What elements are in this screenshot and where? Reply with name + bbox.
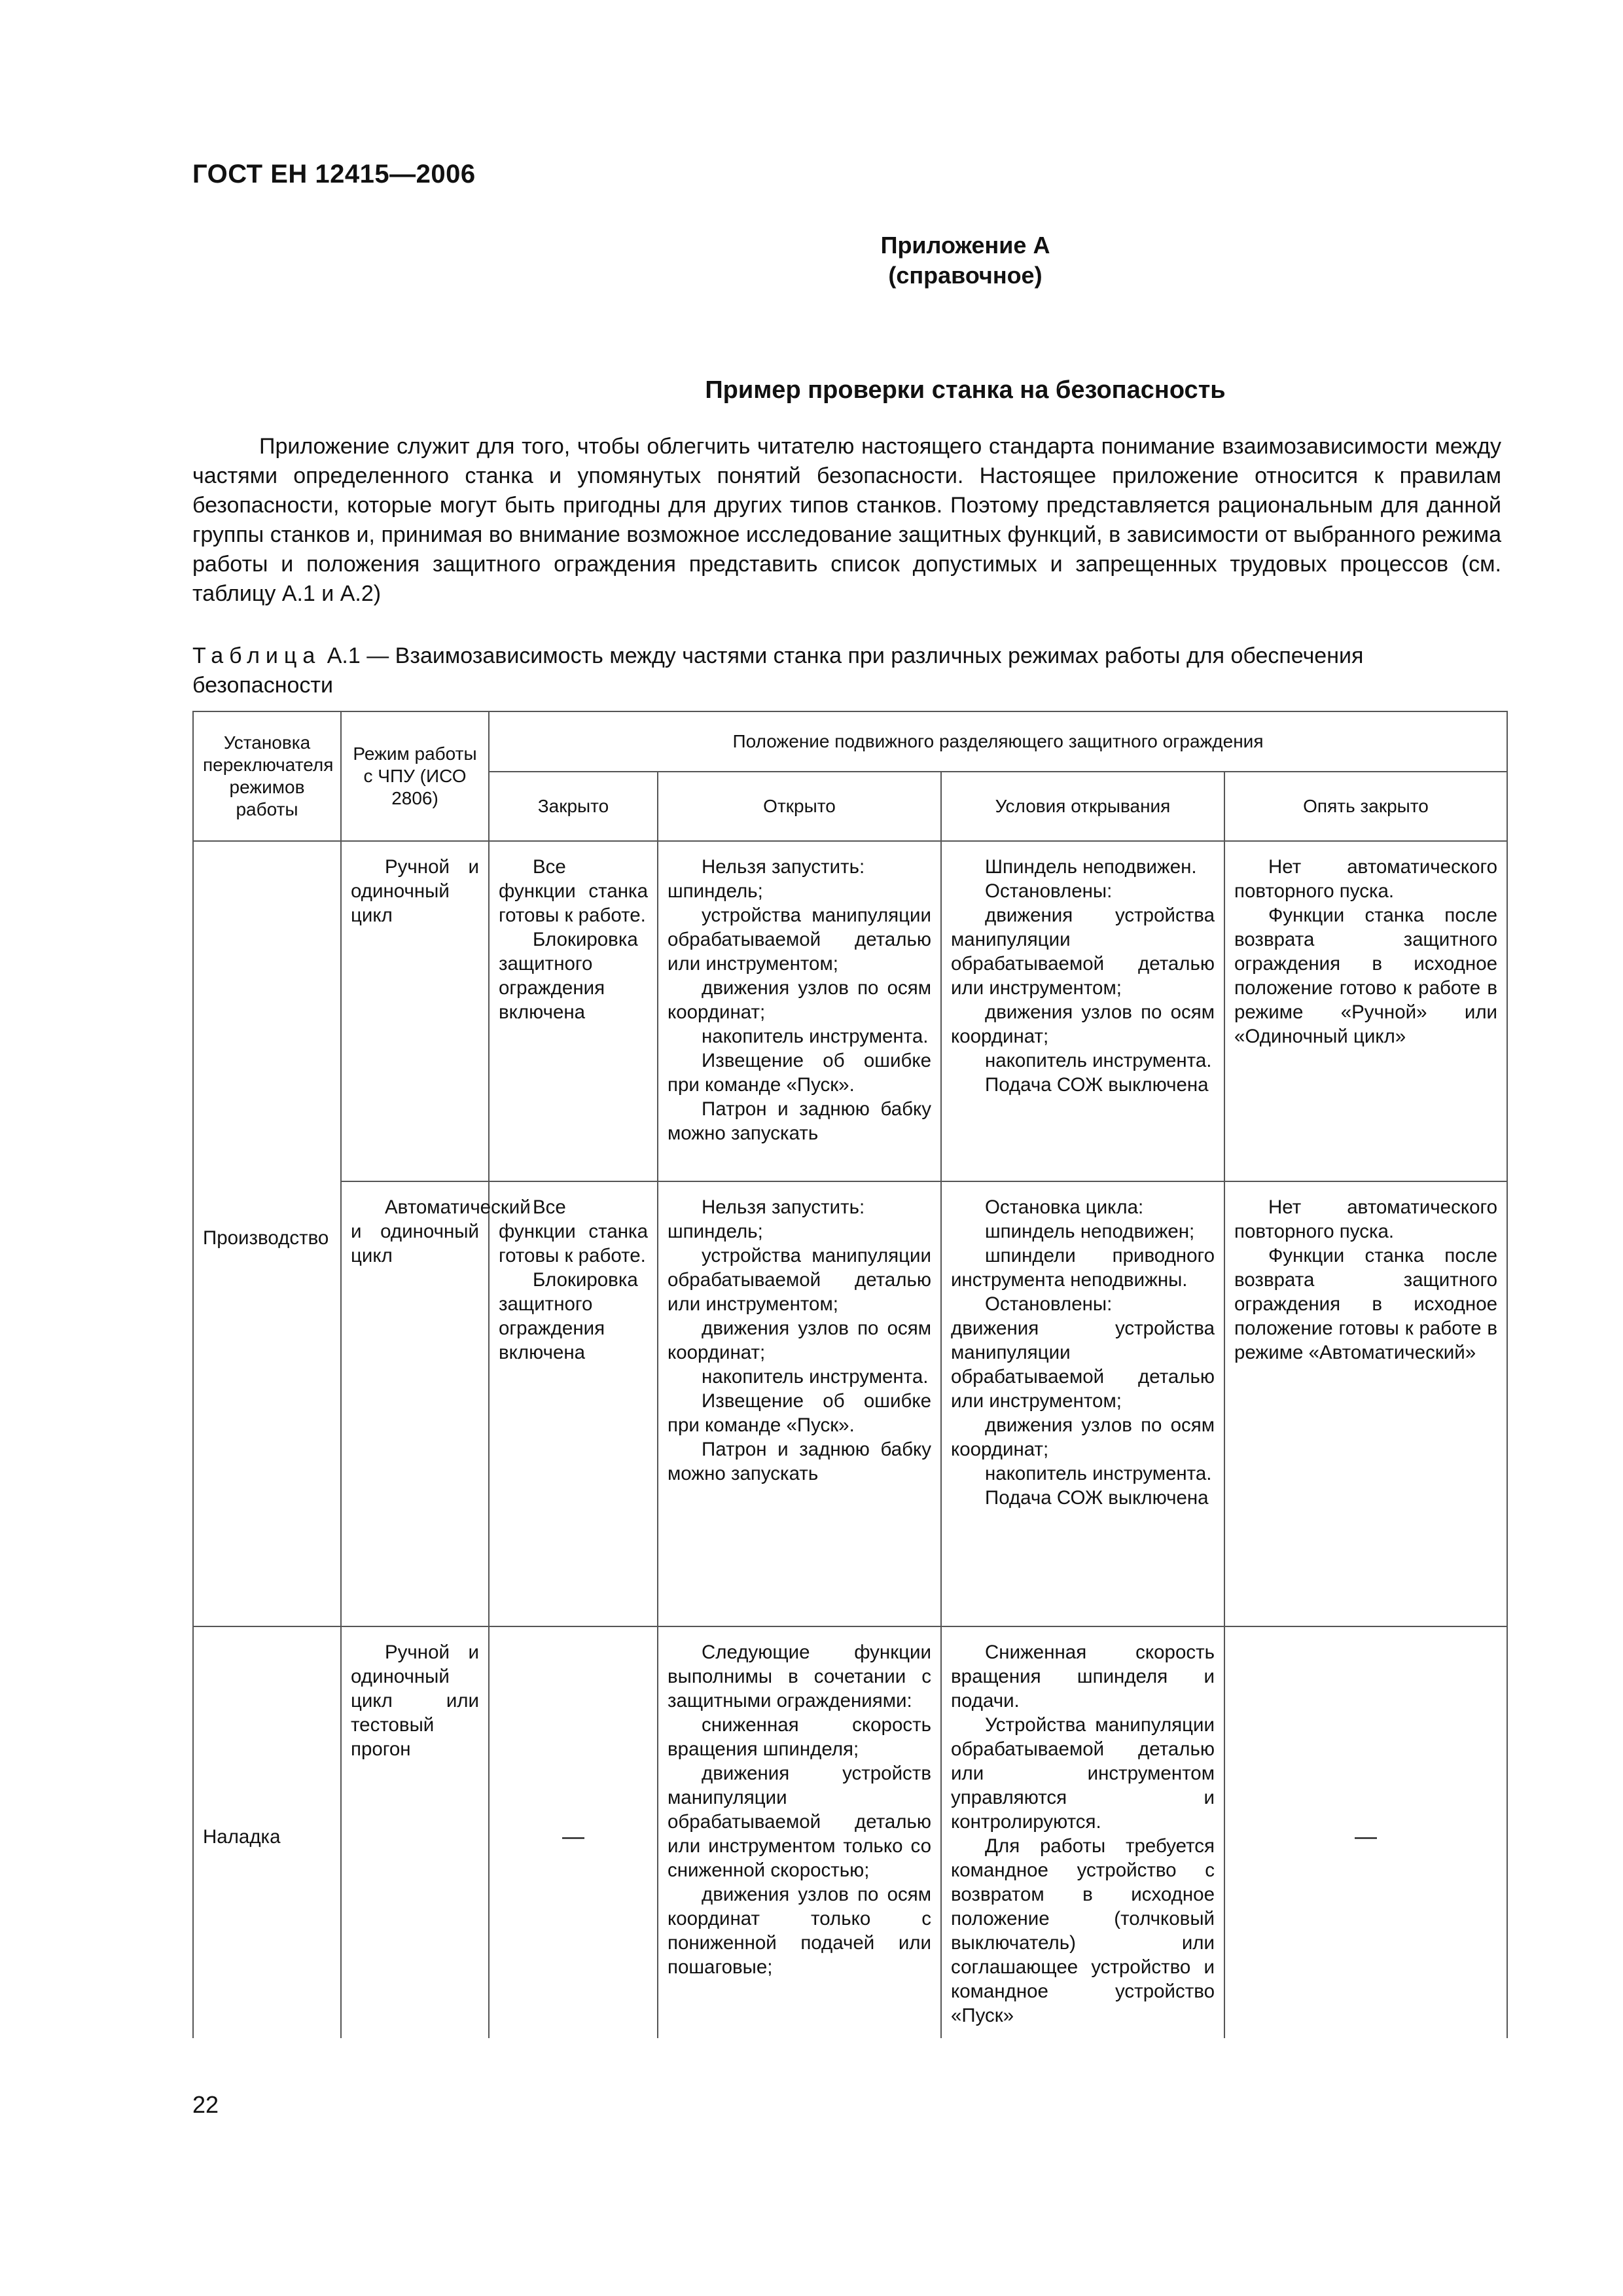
table-row — [193, 1181, 1507, 1626]
open-cell — [658, 1626, 941, 2038]
closed-again-cell — [1224, 841, 1507, 1181]
closed-cell-dash: — — [489, 1626, 658, 2038]
closed-again-cell-dash: — — [1224, 1626, 1507, 2038]
table-header-row — [193, 711, 1507, 772]
cell-line: Функции станка после возврата защитного ограждения в исходное положение готовы к работе в режиме «Автоматический» — [1234, 1245, 1498, 1363]
cell-line: Остановлены: — [985, 880, 1113, 902]
intro-paragraph: Приложение служит для того, чтобы облегчить читателю настоящего стандарта понимание взаимозависимости между частями определенного станка и упомянутых понятий безопасности. Настоящее приложение относится к правилам безопасности, которые могут быть пригодны для других типов станков. Поэтому представляется рациональным для данной группы станков и, принимая во внимание возможное исследование защитных функций, в зависимости от выбранного режима работы и положения защитного ограждения представить список допустимых и запрещенных трудовых процессов (см. таблицу А.1 и А.2) — [192, 434, 1501, 606]
table-caption-prefix: Таблица — [192, 643, 321, 668]
cell-line: Все функции станка готовы к работе. — [499, 1196, 648, 1266]
safety-table — [192, 711, 1508, 2038]
appendix-type: (справочное) — [888, 262, 1043, 289]
mode-cell — [341, 1181, 531, 1626]
open-cell — [658, 841, 941, 1181]
cell-line: шпиндель; — [668, 880, 763, 902]
cell-line: Остановлены: — [985, 1293, 1113, 1315]
table-row — [193, 841, 1507, 1181]
cell-line: Патрон и заднюю бабку можно запускать — [668, 1439, 931, 1484]
appendix-title: Приложение А — [880, 232, 1050, 259]
cell-line: шпиндели приводного инструмента неподвижны. — [951, 1245, 1215, 1291]
cell-line: Извещение об ошибке при команде «Пуск». — [668, 1050, 931, 1096]
cell-line: устройства манипуляции обрабатываемой деталью или инструментом; — [668, 1245, 931, 1315]
header-open: Открыто — [658, 772, 941, 841]
cell-line: Нет автоматического повторного пуска. — [1234, 1196, 1498, 1242]
cell-line: движения узлов по осям координат; — [668, 1318, 931, 1363]
cell-line: движения узлов по осям координат; — [951, 1001, 1215, 1047]
cell-line: Подача СОЖ выключена — [985, 1074, 1209, 1096]
cell-line: шпиндель; — [668, 1221, 763, 1242]
open-cell — [658, 1181, 941, 1626]
group-setup: Наладка — [193, 1626, 341, 2038]
header-closed-again: Опять закрыто — [1224, 772, 1507, 841]
cell-line: накопитель инструмента. — [985, 1050, 1212, 1071]
cell-line: Подача СОЖ выключена — [985, 1487, 1209, 1509]
cell-line: движения узлов по осям координат; — [668, 977, 931, 1023]
cell-line: накопитель инструмента. — [702, 1366, 929, 1388]
cell-line: движения устройства манипуляции обрабатываемой деталью или инструментом; — [951, 905, 1215, 999]
cell-line: накопитель инструмента. — [702, 1026, 929, 1047]
section-title: Пример проверки станка на безопасность — [705, 376, 1226, 404]
closed-cell — [489, 1181, 658, 1626]
section-title-wrap — [0, 376, 1623, 404]
cell-line: Автоматический и одиночный цикл — [351, 1196, 531, 1266]
header-guard-position: Положение подвижного разделяющего защитного ограждения — [489, 711, 1507, 772]
opening-conditions-cell — [941, 1626, 1224, 2038]
cell-line: движения устройств манипуляции обрабатываемой деталью или инструментом только со сниженной скоростью; — [668, 1763, 931, 1881]
cell-line: Нет автоматического повторного пуска. — [1234, 856, 1498, 902]
cell-line: Блокировка защитного ограждения включена — [499, 929, 638, 1023]
cell-line: Остановка цикла: — [985, 1196, 1144, 1218]
cell-line: Блокировка защитного ограждения включена — [499, 1269, 638, 1363]
closed-cell — [489, 841, 658, 1181]
cell-line: Функции станка после возврата защитного ограждения в исходное положение готово к работе в режиме «Ручной» или «Одиночный цикл» — [1234, 905, 1498, 1047]
appendix-heading — [0, 230, 1623, 291]
cell-line: сниженная скорость вращения шпинделя; — [668, 1714, 931, 1760]
cell-line: Устройства манипуляции обрабатываемой деталью или инструментом управляются и контролируются. — [951, 1714, 1215, 1833]
cell-line: Нельзя запустить: — [702, 1196, 865, 1218]
header-mode: Режим работы с ЧПУ (ИСО 2806) — [341, 711, 489, 841]
header-opening-conditions: Условия открывания — [941, 772, 1224, 841]
cell-line: устройства манипуляции обрабатываемой деталью или инструментом; — [668, 905, 931, 975]
page-number: 22 — [192, 2091, 219, 2118]
cell-line: шпиндель неподвижен; — [985, 1221, 1195, 1242]
cell-line: Извещение об ошибке при команде «Пуск». — [668, 1390, 931, 1436]
header-switch: Установка переключателя режимов работы — [193, 711, 341, 841]
cell-line: Шпиндель неподвижен. — [985, 856, 1197, 878]
cell-line: Патрон и заднюю бабку можно запускать — [668, 1098, 931, 1144]
cell-line: Ручной и одиночный цикл или тестовый прогон — [351, 1641, 479, 1760]
cell-line: Ручной и одиночный цикл — [351, 856, 479, 926]
table-row — [193, 1626, 1507, 2038]
cell-line: Все функции станка готовы к работе. — [499, 856, 648, 926]
cell-line: Нельзя запустить: — [702, 856, 865, 878]
cell-line: накопитель инструмента. — [985, 1463, 1212, 1484]
group-production: Производство — [193, 841, 341, 1626]
cell-line: Сниженная скорость вращения шпинделя и подачи. — [951, 1641, 1215, 1712]
opening-conditions-cell — [941, 1181, 1224, 1626]
opening-conditions-cell — [941, 841, 1224, 1181]
cell-line: Следующие функции выполнимы в сочетании с защитными ограждениями: — [668, 1641, 931, 1712]
table-caption-text: А.1 — Взаимозависимость между частями станка при различных режимах работы для обеспечения безопасности — [192, 643, 1364, 698]
header-closed: Закрыто — [489, 772, 658, 841]
mode-cell — [341, 841, 489, 1181]
table-caption — [192, 641, 1501, 700]
mode-cell — [341, 1626, 489, 2038]
cell-line: движения узлов по осям координат; — [951, 1414, 1215, 1460]
cell-line: движения устройства манипуляции обрабатываемой деталью или инструментом; — [951, 1318, 1215, 1412]
closed-again-cell — [1224, 1181, 1507, 1626]
document-header: ГОСТ ЕН 12415—2006 — [192, 160, 476, 188]
cell-line: Для работы требуется командное устройство с возвратом в исходное положение (толчковый выключатель) или соглашающее устройство и командное устройство «Пуск» — [951, 1835, 1215, 2026]
cell-line: движения узлов по осям координат только с пониженной подачей или пошаговые; — [668, 1884, 931, 1978]
